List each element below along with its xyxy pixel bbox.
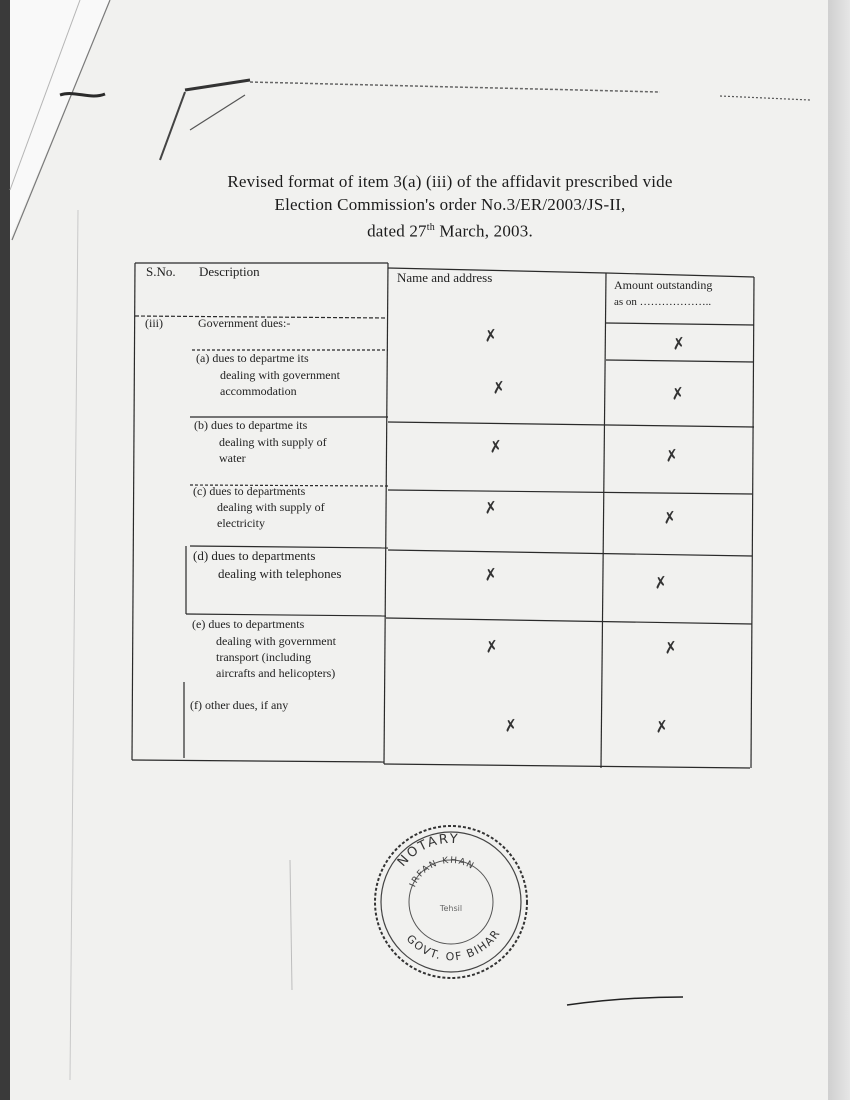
row-c-line-1: (c) dues to departments [193,484,306,498]
row-c-line-3: electricity [217,516,265,530]
row-c-line-2: dealing with supply of [217,500,325,514]
header-description: Description [199,264,260,279]
section-number: (iii) [145,316,163,330]
cross-mark-icon: ✗ [482,564,499,585]
row-a-line-2: dealing with government [220,368,340,382]
row-d-line-1: (d) dues to departments [193,548,316,563]
title-line-2: Election Commission's order No.3/ER/2003/JS-II, [274,195,626,214]
cross-mark-icon: ✗ [653,716,670,737]
cross-mark-icon: ✗ [652,572,669,593]
cross-mark-icon: ✗ [502,715,519,736]
row-b-line-1: (b) dues to departme its [194,418,308,432]
header-amount-as-on: as on ……………….. [614,296,712,308]
signature-stroke [565,995,685,1007]
row-f-line-1: (f) other dues, if any [190,698,289,712]
cross-mark-icon: ✗ [487,436,504,457]
header-sno: S.No. [146,264,176,279]
cross-mark-icon: ✗ [669,383,686,404]
svg-text:NOTARY: NOTARY [394,831,461,870]
header-name-address: Name and address [397,270,493,285]
row-d-line-2: dealing with telephones [218,566,342,581]
notary-stamp [372,823,530,981]
row-e-line-4: aircrafts and helicopters) [216,666,336,680]
cross-mark-icon: ✗ [663,445,680,466]
row-b-line-3: water [219,451,246,465]
svg-text:Tehsil: Tehsil [439,904,463,913]
row-b-line-2: dealing with supply of [219,435,327,449]
header-amount-outstanding: Amount outstanding [614,278,713,292]
svg-text:GOVT. OF BIHAR: GOVT. OF BIHAR [403,926,504,964]
cross-mark-icon: ✗ [670,333,687,354]
svg-text:IRFAN KHAN: IRFAN KHAN [408,855,477,889]
row-e-line-1: (e) dues to departments [192,617,305,631]
row-e-line-3: transport (including [216,650,311,664]
cross-mark-icon: ✗ [661,507,678,528]
row-e-line-2: dealing with government [216,634,336,648]
cross-mark-icon: ✗ [662,637,679,658]
title-line-3: dated 27th March, 2003. [367,221,533,241]
cross-mark-icon: ✗ [490,377,507,398]
section-title: Government dues:- [198,316,291,330]
row-a-line-3: accommodation [220,384,297,398]
row-a-line-1: (a) dues to departme its [196,351,309,365]
cross-mark-icon: ✗ [482,325,499,346]
cross-mark-icon: ✗ [483,636,500,657]
cross-mark-icon: ✗ [482,497,499,518]
title-line-1: Revised format of item 3(a) (iii) of the affidavit prescribed vide [227,172,673,191]
